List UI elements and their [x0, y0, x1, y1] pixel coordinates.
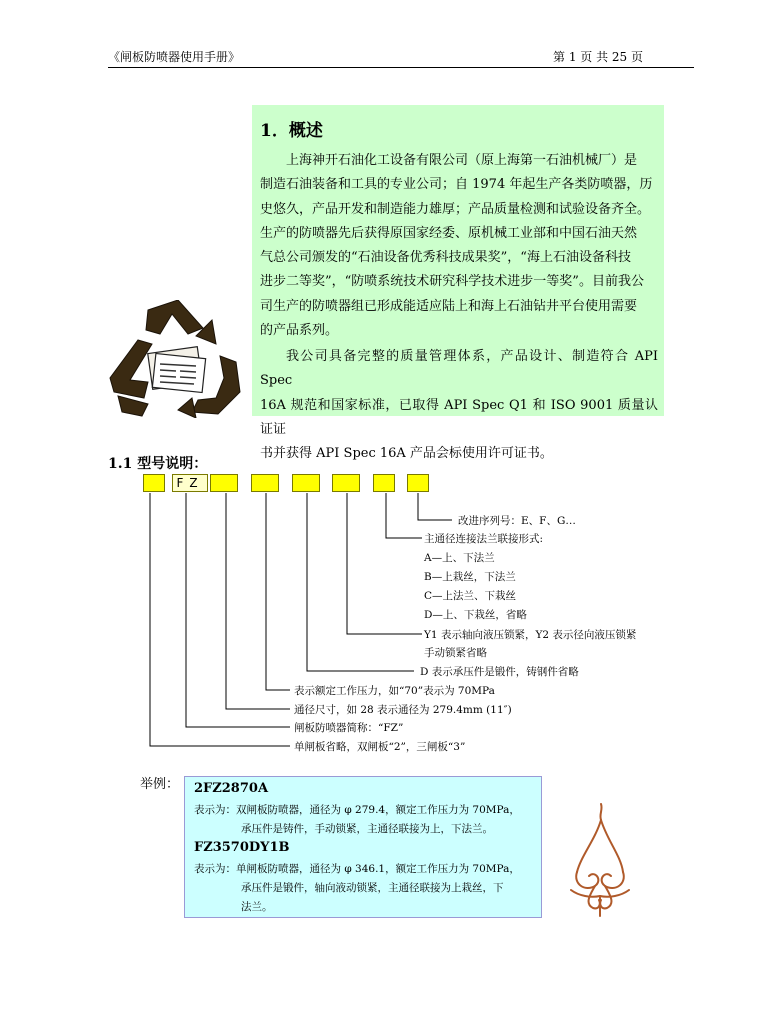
- para-line: 司生产的防喷器组已形成能适应陆上和海上石油钻井平台使用需要: [260, 298, 638, 314]
- para-line: 进步二等奖”，“防喷系统技术研究科学技术进步一等奖”。目前我公: [260, 274, 644, 290]
- example-model-2: FZ3570DY1B: [194, 840, 290, 855]
- explanation-flange-c: C—上法兰、下栽丝: [424, 590, 517, 602]
- example-2-line-2: 承压件是锻件，轴向液动锁紧，主通径联接为上栽丝，下: [241, 882, 504, 894]
- explanation-manual-lock: 手动锁紧省略: [424, 647, 487, 659]
- explanation-forging: D 表示承压件是锻件，铸钢件省略: [420, 666, 579, 678]
- example-model-1: 2FZ2870A: [194, 781, 269, 796]
- explanation-flange: 主通径连接法兰联接形式:: [424, 533, 544, 545]
- explanation-flange-a: A—上、下法兰: [424, 552, 495, 564]
- example-2-line-3: 法兰。: [241, 901, 273, 913]
- manual-title: 《闸板防喷器使用手册》: [108, 50, 241, 64]
- explanation-pressure: 表示额定工作压力，如“70”表示为 70MPa: [294, 685, 495, 697]
- explanation-bore: 通径尺寸，如 28 表示通径为 279.4mm (11″): [294, 704, 512, 716]
- example-2-line-1: 表示为：单闸板防喷器，通径为 φ 346.1，额定工作压力为 70MPa，: [194, 863, 520, 875]
- flourish-ornament-icon: [565, 800, 635, 920]
- explanation-lock: Y1 表示轴向液压锁紧，Y2 表示径向液压锁紧: [424, 629, 637, 641]
- subsection-title: 1.1 型号说明：: [108, 456, 208, 472]
- para-line: 上海神开石油化工设备有限公司（原上海第一石油机械厂）是: [286, 153, 638, 168]
- para-line: 史悠久，产品开发和制造能力雄厚；产品质量检测和试验设备齐全。: [260, 201, 651, 217]
- page-info: 第 1 页 共 25 页: [553, 50, 643, 64]
- code-box-fz: FZ: [172, 474, 208, 492]
- explanation-ram-count: 单闸板省略，双闸板“2”，三闸板“3”: [294, 741, 466, 753]
- explanation-flange-d: D—上、下栽丝，省略: [424, 609, 527, 621]
- para-line: 生产的防喷器先后获得原国家经委、原机械工业部和中国石油天然: [260, 225, 638, 241]
- para-line: 的产品系列。: [260, 323, 339, 339]
- example-1-line-2: 承压件是铸件，手动锁紧，主通径联接为上，下法兰。: [241, 823, 493, 835]
- explanation-improvement: 改进序列号：E、F、G…: [458, 515, 576, 527]
- para-line: 制造石油装备和工具的专业公司；自 1974 年起生产各类防喷器，历: [260, 177, 653, 193]
- explanation-abbrev: 闸板防喷器简称：“FZ”: [294, 722, 404, 734]
- example-1-line-1: 表示为：双闸板防喷器，通径为 φ 279.4，额定工作压力为 70MPa，: [194, 804, 520, 816]
- explanation-flange-b: B—上栽丝，下法兰: [424, 571, 516, 583]
- para-line: 书并获得 API Spec 16A 产品会标使用许可证书。: [260, 446, 553, 462]
- section-title: 1．概述: [260, 121, 323, 141]
- para-line: 16A 规范和国家标准，已取得 API Spec Q1 和 ISO 9001 质量认证证: [260, 397, 658, 437]
- para-line: 我公司具备完整的质量管理体系，产品设计、制造符合 API Spec: [260, 349, 658, 389]
- para-line: 气总公司颁发的“石油设备优秀科技成果奖”，“海上石油设备科技: [260, 250, 631, 266]
- example-label: 举例：: [140, 777, 180, 792]
